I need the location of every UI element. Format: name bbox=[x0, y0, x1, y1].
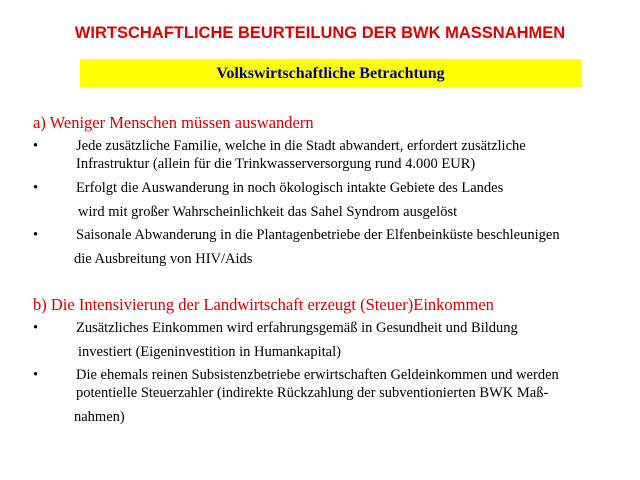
section-b-bullet2-line2: potentielle Steuerzahler (indirekte Rückzahlung der subventionierten BWK Maß- bbox=[76, 385, 549, 401]
section-a-bullet2-line1: Erfolgt die Auswanderung in noch ökologisch intakte Gebiete des Landes bbox=[76, 180, 504, 196]
subtitle-banner: Volkswirtschaftliche Betrachtung bbox=[80, 59, 581, 87]
section-b-bullet2-line3: nahmen) bbox=[74, 409, 125, 425]
slide-title: WIRTSCHAFTLICHE BEURTEILUNG DER BWK MASSNAHMEN bbox=[74, 24, 566, 42]
section-a-bullet3-line1: Saisonale Abwanderung in die Plantagenbetriebe der Elfenbeinküste beschleunigen bbox=[76, 227, 560, 243]
section-a-bullet2-line2: wird mit großer Wahrscheinlichkeit das Sahel Syndrom ausgelöst bbox=[78, 204, 458, 220]
section-a-bullet1-line2: Infrastruktur (allein für die Trinkwasserversorgung rund 4.000 EUR) bbox=[76, 156, 476, 172]
bullet-marker: • bbox=[33, 180, 39, 196]
section-b-bullet2-line1: Die ehemals reinen Subsistenzbetriebe erwirtschaften Geldeinkommen und werden bbox=[76, 367, 559, 383]
section-a-bullet1-line1: Jede zusätzliche Familie, welche in die Stadt abwandert, erfordert zusätzliche bbox=[76, 138, 526, 154]
bullet-marker: • bbox=[33, 367, 39, 383]
section-a-heading: a) Weniger Menschen müssen auswandern bbox=[33, 113, 314, 132]
bullet-marker: • bbox=[33, 320, 39, 336]
bullet-marker: • bbox=[33, 227, 39, 243]
section-b-bullet1-line1: Zusätzliches Einkommen wird erfahrungsgemäß in Gesundheit und Bildung bbox=[76, 320, 518, 336]
bullet-marker: • bbox=[33, 138, 39, 154]
section-b-heading: b) Die Intensivierung der Landwirtschaft erzeugt (Steuer)Einkommen bbox=[33, 295, 494, 314]
section-a-bullet3-line2: die Ausbreitung von HIV/Aids bbox=[74, 251, 253, 267]
section-b-bullet1-line2: investiert (Eigeninvestition in Humankapital) bbox=[78, 344, 341, 360]
